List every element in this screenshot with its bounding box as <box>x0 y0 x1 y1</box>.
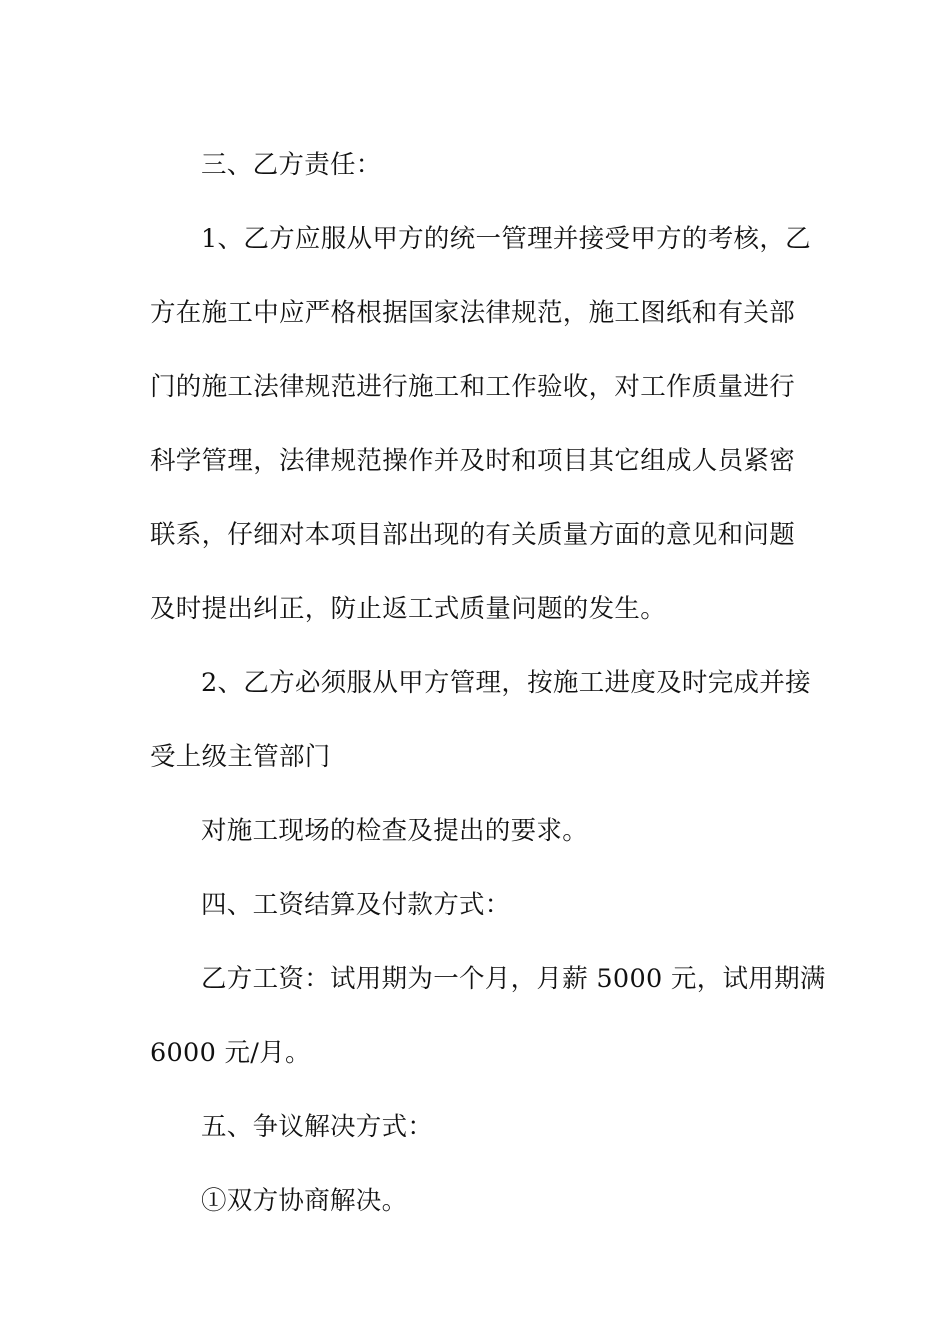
paragraph-line: 门的施工法律规范进行施工和工作验收，对工作质量进行 <box>150 372 796 402</box>
section-heading-party-b-duties: 三、乙方责任： <box>201 150 382 180</box>
list-item: ①双方协商解决。 <box>201 1186 408 1216</box>
section-heading-wage-settlement: 四、工资结算及付款方式： <box>201 890 511 920</box>
paragraph-line: 6000 元/月。 <box>150 1038 311 1068</box>
paragraph-line: 对施工现场的检查及提出的要求。 <box>201 816 589 846</box>
paragraph-line: 联系，仔细对本项目部出现的有关质量方面的意见和问题 <box>150 520 796 550</box>
paragraph-line: 方在施工中应严格根据国家法律规范，施工图纸和有关部 <box>150 298 796 328</box>
section-heading-dispute-resolution: 五、争议解决方式： <box>201 1112 434 1142</box>
paragraph-line: 乙方工资：试用期为一个月，月薪 5000 元，试用期满 <box>201 964 826 994</box>
paragraph-line: 1、乙方应服从甲方的统一管理并接受甲方的考核，乙 <box>201 224 811 254</box>
paragraph-line: 及时提出纠正，防止返工式质量问题的发生。 <box>150 594 667 624</box>
paragraph-line: 科学管理，法律规范操作并及时和项目其它组成人员紧密 <box>150 446 796 476</box>
paragraph-line: 2、乙方必须服从甲方管理，按施工进度及时完成并接 <box>201 668 811 698</box>
document-body <box>150 128 826 1238</box>
paragraph-line: 受上级主管部门 <box>150 742 331 772</box>
